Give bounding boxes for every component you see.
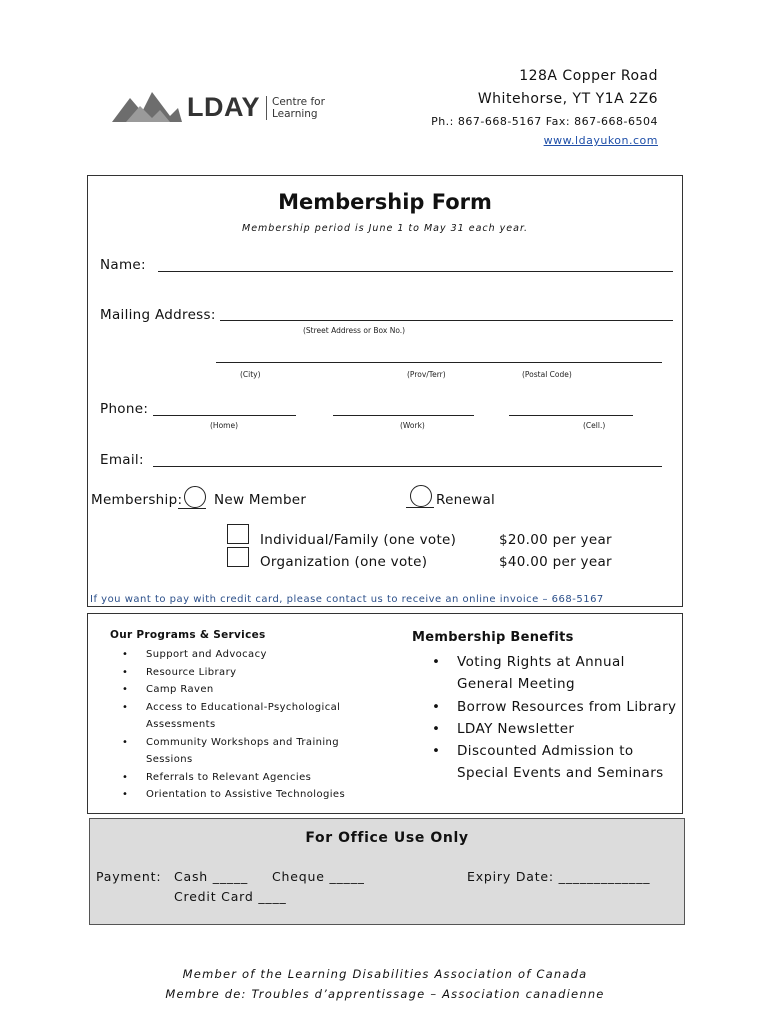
postal-hint: (Postal Code) (522, 370, 572, 379)
organization-checkbox[interactable] (227, 547, 249, 567)
list-item: • Borrow Resources from Library (430, 696, 680, 718)
office-title: For Office Use Only (305, 830, 469, 846)
list-item: • Access to Educational-Psychological Assessments (110, 699, 380, 734)
list-item: • Referrals to Relevant Agencies (110, 769, 380, 787)
list-item: • Discounted Admission to Special Events and Seminars (430, 740, 680, 785)
logo-subtitle (272, 96, 325, 120)
organization-label: Organization (one vote) (260, 554, 428, 570)
expiry-date-field[interactable]: Expiry Date: _____________ (467, 869, 651, 884)
logo-text: LDAY (187, 92, 261, 122)
street-field[interactable] (220, 320, 673, 321)
renewal-underline (406, 507, 434, 508)
list-item: • Resource Library (110, 664, 380, 682)
address-line-1: 128A Copper Road (519, 68, 658, 84)
renewal-radio[interactable] (410, 485, 432, 507)
logo-divider (266, 96, 267, 120)
membership-label: Membership: (91, 492, 183, 508)
list-item: • LDAY Newsletter (430, 718, 680, 740)
credit-card-note: If you want to pay with credit card, please contact us to receive an online invoice – 668-5167 (90, 594, 604, 605)
phone-label: Phone: (100, 401, 149, 417)
work-hint: (Work) (400, 421, 425, 430)
cheque-field[interactable]: Cheque _____ (272, 869, 365, 884)
home-hint: (Home) (210, 421, 239, 430)
name-field[interactable] (158, 271, 673, 272)
prov-hint: (Prov/Terr) (407, 370, 446, 379)
new-member-radio[interactable] (184, 486, 206, 508)
list-item: • Voting Rights at Annual General Meeting (430, 651, 680, 696)
work-phone-field[interactable] (333, 415, 474, 416)
cell-hint: (Cell.) (583, 421, 606, 430)
logo-subtitle-line-2: Learning (272, 108, 318, 120)
cell-phone-field[interactable] (509, 415, 633, 416)
benefits-title: Membership Benefits (412, 630, 574, 645)
home-phone-field[interactable] (153, 415, 296, 416)
payment-label: Payment: (96, 869, 162, 884)
address-label: Mailing Address: (100, 307, 216, 323)
credit-card-field[interactable]: Credit Card ____ (174, 889, 287, 904)
city-prov-postal-field[interactable] (216, 362, 662, 363)
list-item: • Community Workshops and Training Sessions (110, 734, 380, 769)
programs-list (110, 646, 380, 804)
benefits-list (430, 651, 680, 785)
footer-line-1: Member of the Learning Disabilities Association of Canada (182, 967, 588, 981)
city-hint: (City) (240, 370, 261, 379)
address-line-2: Whitehorse, YT Y1A 2Z6 (477, 91, 658, 107)
cash-field[interactable]: Cash _____ (174, 869, 249, 884)
individual-checkbox[interactable] (227, 524, 249, 544)
new-member-label: New Member (214, 492, 307, 508)
lday-logo-icon (112, 90, 182, 122)
footer-line-2: Membre de: Troubles d’apprentissage – Association canadienne (165, 987, 605, 1001)
list-item: • Orientation to Assistive Technologies (110, 786, 380, 804)
new-member-underline (178, 508, 206, 509)
renewal-label: Renewal (436, 492, 496, 508)
form-title: Membership Form (278, 190, 492, 214)
logo-subtitle-line-1: Centre for (272, 96, 325, 108)
name-label: Name: (100, 257, 146, 273)
individual-price: $20.00 per year (499, 532, 612, 548)
list-item: • Support and Advocacy (110, 646, 380, 664)
programs-title: Our Programs & Services (110, 629, 266, 641)
organization-price: $40.00 per year (499, 554, 612, 570)
email-field[interactable] (153, 466, 662, 467)
list-item: • Camp Raven (110, 681, 380, 699)
email-label: Email: (100, 452, 144, 468)
website-link[interactable]: www.ldayukon.com (543, 134, 658, 147)
individual-label: Individual/Family (one vote) (260, 532, 457, 548)
phone-fax: Ph.: 867-668-5167 Fax: 867-668-6504 (431, 115, 658, 128)
form-subtitle: Membership period is June 1 to May 31 each year. (242, 223, 528, 234)
street-hint: (Street Address or Box No.) (303, 326, 406, 335)
